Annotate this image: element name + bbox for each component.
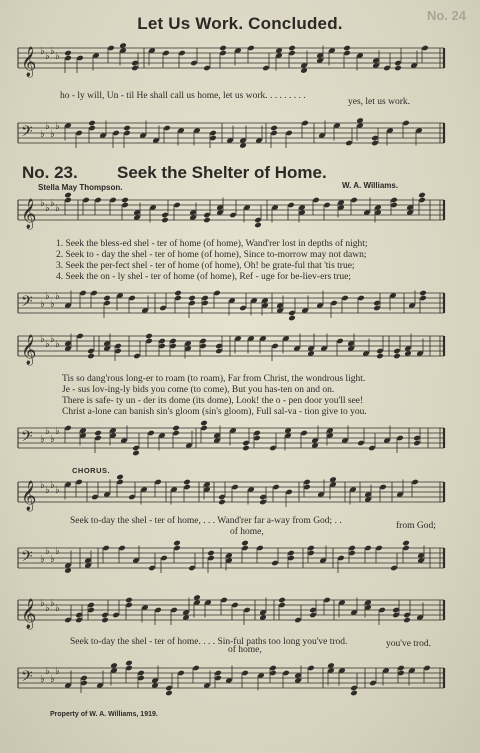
flat-icon: ♭ (45, 666, 50, 677)
flat-icon: ♭ (55, 666, 60, 677)
staff-treble-2 (0, 192, 480, 240)
bass-clef-icon: 𝄢 (21, 428, 33, 449)
chorus-label: CHORUS. (72, 466, 111, 475)
bass-clef-icon: 𝄢 (21, 548, 33, 569)
lyric-alt-top: yes, let us work. (348, 97, 411, 107)
treble-clef-icon: 𝄞 (21, 47, 37, 77)
flat-icon: ♭ (50, 129, 55, 140)
verse-1-line-b: Tis so dang'rous long-er to roam (to roam), Far from Christ, the wondrous light. (62, 374, 366, 384)
flat-icon: ♭ (55, 603, 60, 614)
continued-title: Let Us Work. Concluded. (137, 14, 343, 33)
chorus-echo-2: of home, (228, 645, 262, 655)
bass-clef-icon: 𝄢 (21, 668, 33, 689)
staff-bass-1 (0, 115, 480, 165)
flat-icon: ♭ (55, 546, 60, 557)
treble-clef-icon: 𝄞 (21, 199, 37, 229)
page-number: No. 24 (426, 8, 466, 23)
flat-icon: ♭ (50, 434, 55, 445)
verse-3-line-b: There is safe- ty un - der its dome (its dome), Look! the o - pen door you'll see! (62, 396, 364, 406)
hymn-title: Seek the Shelter of Home. (117, 163, 327, 182)
staff-bass-4 (0, 540, 480, 584)
flat-icon: ♭ (50, 46, 55, 57)
flat-icon: ♭ (40, 674, 45, 685)
chorus-end-1: from God; (396, 521, 436, 531)
flat-icon: ♭ (40, 299, 45, 310)
flat-icon: ♭ (50, 198, 55, 209)
staff-bass-5 (0, 660, 480, 704)
copyright-notice: Property of W. A. Williams, 1919. (50, 711, 158, 718)
chorus-end-2: you've trod. (386, 639, 431, 649)
author-credit: Stella May Thompson. (38, 183, 123, 192)
verse-4-line-a: 4. Seek the on - ly shel - ter of home (of home), Ref - uge for be-liev-ers true; (56, 272, 351, 282)
staff-treble-4 (0, 474, 480, 518)
flat-icon: ♭ (55, 426, 60, 437)
flat-icon: ♭ (50, 480, 55, 491)
flat-icon: ♭ (40, 129, 45, 140)
flat-icon: ♭ (45, 291, 50, 302)
flat-icon: ♭ (45, 339, 50, 350)
verse-2-line-b: Je - sus lov-ing-ly bids you come (to come), But you has-ten on and on. (62, 385, 335, 395)
staff-bass-2 (0, 285, 480, 333)
notes (64, 540, 430, 574)
treble-clef-icon: 𝄞 (21, 599, 37, 629)
flat-icon: ♭ (55, 291, 60, 302)
lyric-line-top: ho - ly will, Un - til He shall call us home, let us work. . . . . . . . . (60, 91, 306, 101)
flat-icon: ♭ (40, 480, 45, 491)
flat-icon: ♭ (55, 339, 60, 350)
staff-bass-3 (0, 420, 480, 466)
flat-icon: ♭ (50, 674, 55, 685)
flat-icon: ♭ (55, 485, 60, 496)
flat-icon: ♭ (50, 554, 55, 565)
staff-lines (18, 548, 444, 568)
flat-icon: ♭ (45, 51, 50, 62)
flat-icon: ♭ (50, 299, 55, 310)
treble-clef-icon: 𝄞 (21, 481, 37, 511)
chorus-lyric-2: Seek to-day the shel - ter of home. . . . Sin-ful paths too long you've trod. (70, 637, 348, 647)
composer-credit: W. A. Williams. (342, 181, 399, 190)
flat-icon: ♭ (40, 434, 45, 445)
flat-icon: ♭ (50, 334, 55, 345)
flat-icon: ♭ (55, 121, 60, 132)
flat-icon: ♭ (40, 554, 45, 565)
flat-icon: ♭ (45, 426, 50, 437)
flat-icon: ♭ (45, 485, 50, 496)
hymn-number: No. 23. (22, 163, 78, 182)
flat-icon: ♭ (45, 546, 50, 557)
flat-icon: ♭ (40, 46, 45, 57)
verse-2-line-a: 2. Seek to - day the shel - ter of home (of home), Since to-morrow may not dawn; (56, 250, 367, 260)
flat-icon: ♭ (45, 603, 50, 614)
flat-icon: ♭ (40, 334, 45, 345)
flat-icon: ♭ (55, 203, 60, 214)
chorus-echo-1: of home, (230, 527, 264, 537)
chorus-lyric-1: Seek to-day the shel - ter of home, . . . Wand'rer far a-way from God; . . (70, 516, 342, 526)
notes (64, 333, 430, 361)
verse-1-line-a: 1. Seek the bless-ed shel - ter of home (of home), Wand'rer lost in depths of night; (56, 239, 368, 249)
bass-clef-icon: 𝄢 (21, 293, 33, 314)
notes (64, 290, 427, 322)
bass-clef-icon: 𝄢 (21, 123, 33, 144)
flat-icon: ♭ (50, 598, 55, 609)
flat-icon: ♭ (40, 198, 45, 209)
flat-icon: ♭ (45, 203, 50, 214)
verse-3-line-a: 3. Seek the per-fect shel - ter of home (of home), Oh! be grate-ful that 'tis true; (56, 261, 355, 271)
flat-icon: ♭ (40, 598, 45, 609)
flat-icon: ♭ (55, 51, 60, 62)
staff-treble-3 (0, 328, 480, 374)
flat-icon: ♭ (45, 121, 50, 132)
verse-4-line-b: Christ a-lone can banish sin's gloom (sin's gloom), Full sal-va - tion give to you. (62, 407, 367, 417)
treble-clef-icon: 𝄞 (21, 335, 37, 365)
staff-treble-5 (0, 592, 480, 636)
